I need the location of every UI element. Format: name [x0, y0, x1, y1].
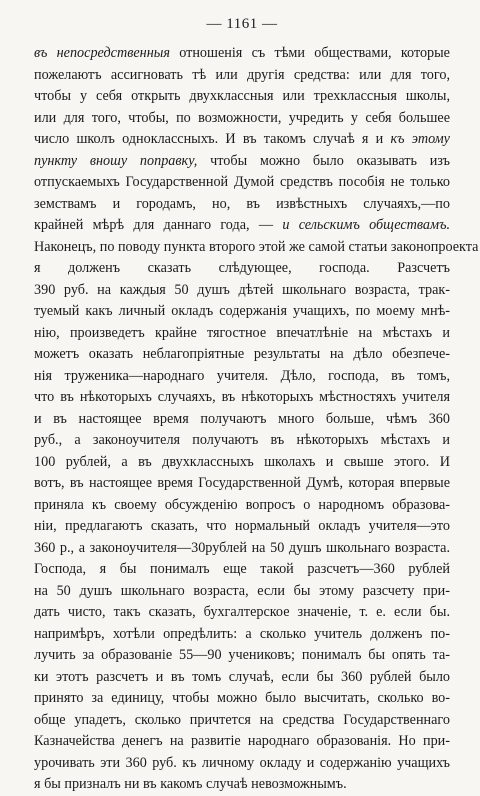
text-line [34, 387, 450, 409]
text-segment: чтобы у себя открыть двухклассныя или трехклассныя школы, [34, 88, 450, 104]
text-segment: 100 рублей, а въ двухклассныхъ школахъ и свыше этого. И [34, 453, 450, 470]
text-segment: дать чисто, такъ сказать, бухгалтерское значеніе, т. е. если бы. [34, 604, 450, 620]
page-number: — 1161 — [206, 16, 278, 32]
text-segment: я долженъ сказать слѣдующее, господа. Разсчетъ [34, 260, 450, 276]
text-segment: Казначейства денегъ на развитіе народнаго образованія. Но при- [34, 733, 450, 749]
text-segment: я бы призналъ ни въ какомъ случаѣ невозможнымъ. [34, 776, 347, 792]
text-line [34, 366, 450, 388]
text-line [34, 559, 450, 581]
text-segment: 360 р., а законоучителя—30рублей на 50 душъ школьнаго возраста. [34, 539, 450, 556]
text-line [34, 194, 450, 216]
text-segment: отношенія съ тѣми обществами, которые [169, 45, 450, 61]
text-line [34, 151, 450, 173]
text-line [34, 473, 450, 495]
text-line [34, 323, 450, 345]
text-line [34, 215, 450, 237]
text-segment: вотъ, въ настоящее время Государственной Думѣ, которая впервые [34, 475, 450, 491]
text-segment: число школъ одноклассныхъ. И въ такомъ случаѣ я и [34, 131, 391, 147]
text-line [34, 108, 450, 130]
text-line [34, 237, 479, 259]
text-segment: напримѣръ, хотѣли опредѣлить: а сколько учитель долженъ по- [34, 625, 450, 642]
text-segment: что въ нѣкоторыхъ случаяхъ, въ нѣкоторыхъ мѣстностяхъ учителя [34, 389, 450, 405]
text-line [34, 86, 450, 108]
text-segment: или для того, чтобы, по возможности, учредить у себя большее [34, 109, 450, 126]
text-line [34, 753, 450, 775]
text-line [34, 129, 450, 151]
text-line [34, 409, 450, 431]
text-segment: приняла къ своему обсужденію вопросъ о народномъ образова- [34, 496, 450, 513]
text-segment: лучить за образованіе 55—90 учениковъ; понималъ бы опять та- [34, 647, 450, 663]
text-segment: ки этотъ разсчетъ и въ томъ случаѣ, если бы 360 рублей было [34, 668, 450, 685]
text-line [34, 495, 450, 517]
italic-text: въ непосредственныя [34, 45, 170, 61]
text-segment: отпускаемыхъ Государственной Думой средствъ пособія не только [34, 174, 450, 190]
text-segment: земствамъ и городамъ, но, въ извѣстныхъ случаяхъ,—по [34, 195, 450, 212]
text-segment: нія труженика—народнаго учителя. Дѣло, господа, въ томъ, [34, 367, 450, 384]
text-line [34, 581, 450, 603]
text-line [34, 710, 450, 732]
italic-text: пункту вношу поправку, [34, 152, 198, 169]
text-line [34, 731, 450, 753]
text-segment: можетъ оказать неблагопріятные результаты на дѣло обезпече- [34, 346, 450, 362]
text-line [34, 624, 450, 646]
text-line [34, 516, 450, 538]
text-line [34, 258, 450, 280]
text-segment: 390 руб. на каждыя 50 душъ дѣтей школьнаго возраста, трак- [34, 281, 450, 298]
italic-text: къ этому [390, 131, 450, 147]
text-segment: урочивать эти 360 руб. къ личному окладу и содержанію учащихъ [34, 754, 450, 771]
text-line [34, 452, 450, 474]
text-segment: туемый какъ личный окладъ содержанія учащихъ, по моему мнѣ- [34, 303, 450, 319]
italic-text: и сельскимъ обществамъ. [282, 217, 450, 233]
text-line [34, 344, 450, 366]
text-segment: Господа, я бы понималъ еще такой разсчетъ—360 рублей [34, 561, 450, 577]
text-line [34, 538, 450, 560]
text-line [34, 774, 450, 796]
text-segment: ніи, предлагаютъ сказать, что нормальный окладъ учителя—это [34, 518, 450, 534]
text-line [34, 688, 450, 710]
text-line [34, 43, 450, 65]
text-line [34, 301, 450, 323]
text-segment: Наконецъ, по поводу пункта второго этой же самой статьи законопроекта [34, 238, 479, 255]
text-line [34, 430, 450, 452]
body-text [34, 43, 479, 796]
text-line [34, 280, 450, 302]
text-segment: руб., а законоучителя получаютъ въ нѣкоторыхъ мѣстахъ и [34, 432, 450, 448]
text-segment: принято за единицу, чтобы можно было высчитать, сколько во- [34, 690, 450, 706]
text-segment: чтобы можно было оказывать изъ [197, 152, 450, 169]
text-line [34, 65, 450, 87]
text-line [34, 602, 450, 624]
text-segment: на 50 душъ школьнаго возраста, если бы этому разсчету при- [34, 582, 450, 599]
text-line [34, 667, 450, 689]
text-segment: обще упадетъ, сколько причтется на средства Государственнаго [34, 711, 450, 728]
text-segment: пожелаютъ ассигновать тѣ или другія средства: или для того, [34, 66, 450, 83]
text-segment: нію, произведетъ крайне тягостное впечатлѣніе на мѣстахъ и [34, 324, 450, 341]
text-line [34, 172, 450, 194]
text-segment: крайней мѣрѣ для даннаго года, — [34, 217, 283, 233]
text-line [34, 645, 450, 667]
text-segment: и въ настоящее время получаютъ много больше, чѣмъ 360 [34, 410, 450, 427]
